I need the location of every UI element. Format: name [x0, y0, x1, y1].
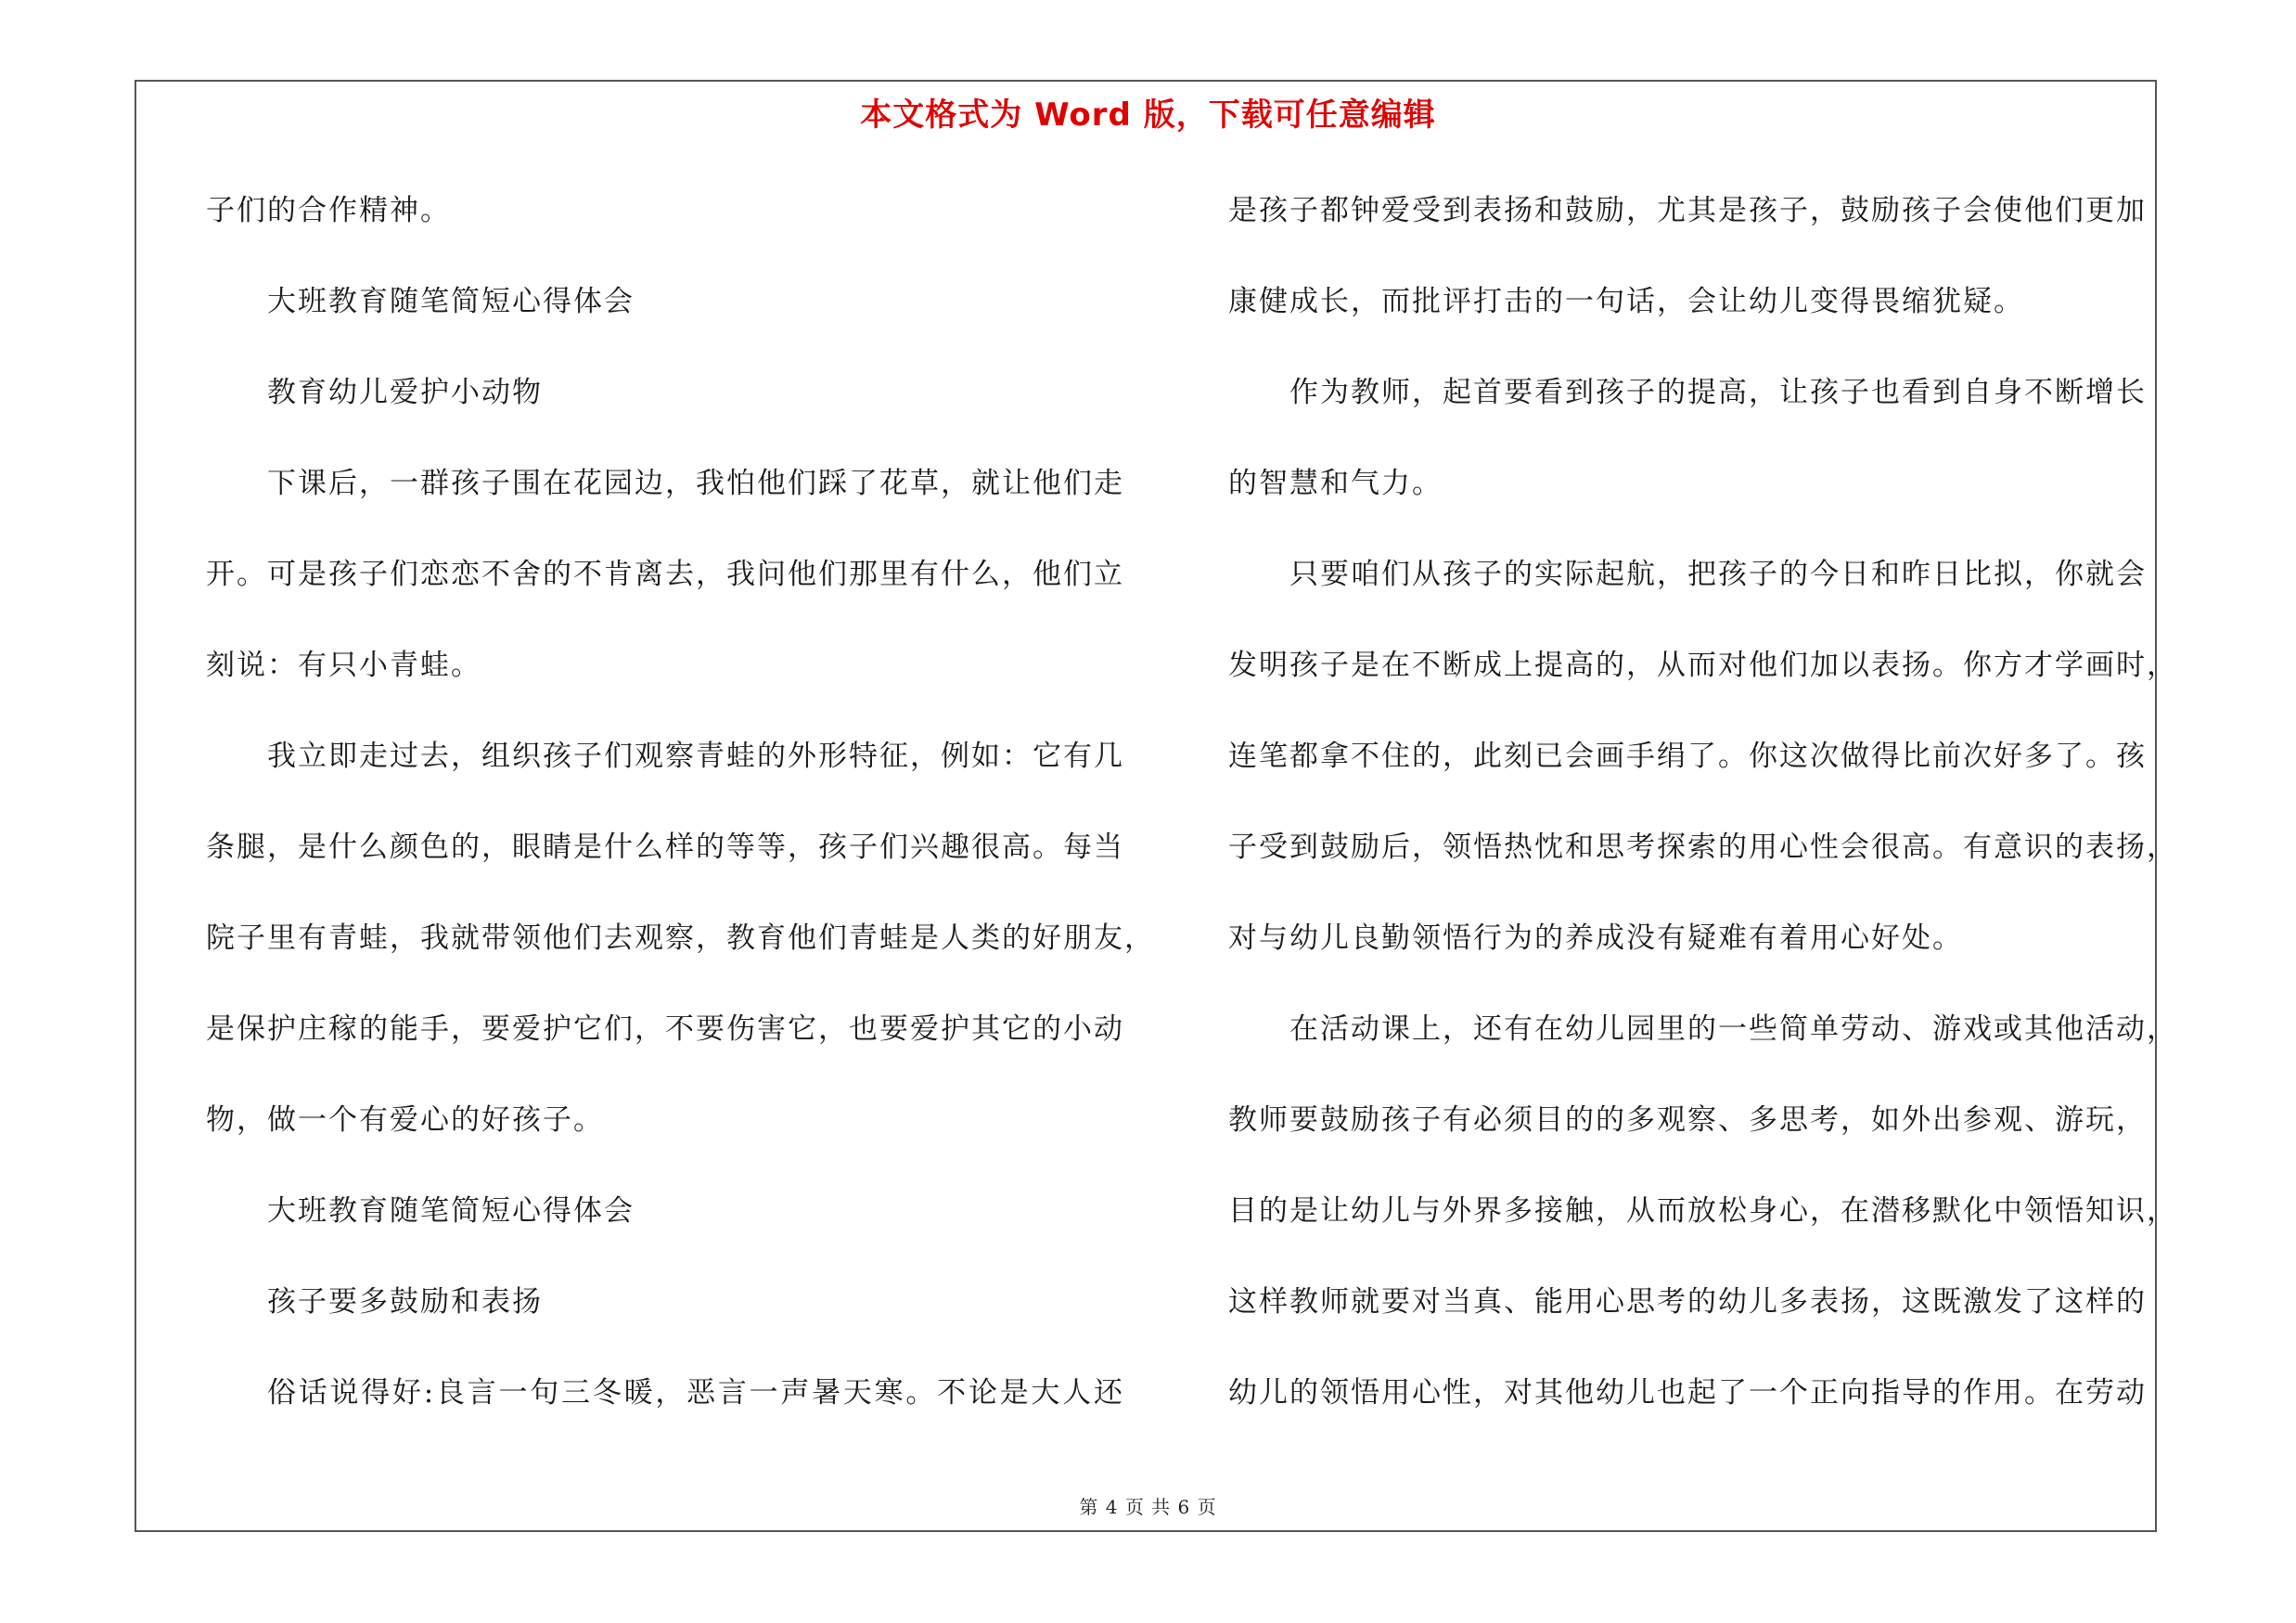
paragraph-line: 俗话说得好:良言一句三冬暖，恶言一声暑天寒。不论是大人还	[267, 1376, 1124, 1410]
left-column	[206, 176, 1155, 1449]
paragraph-line: 子们的合作精神。	[206, 194, 451, 227]
paragraph-line: 的智慧和气力。	[1228, 467, 1443, 500]
paragraph-line: 连笔都拿不住的，此刻已会画手绢了。你这次做得比前次好多了。孩	[1228, 740, 2147, 773]
paragraph-line: 是保护庄稼的能手，要爱护它们，不要伤害它，也要爱护其它的小动	[206, 1012, 1124, 1046]
paragraph-line: 对与幼儿良勤领悟行为的养成没有疑难有着用心好处。	[1228, 921, 1963, 955]
paragraph-line: 作为教师，起首要看到孩子的提高，让孩子也看到自身不断增长	[1289, 376, 2147, 409]
paragraph-line: 这样教师就要对当真、能用心思考的幼儿多表扬，这既激发了这样的	[1228, 1285, 2147, 1319]
paragraph-line: 我立即走过去，组织孩子们观察青蛙的外形特征，例如：它有几	[267, 740, 1124, 773]
paragraph-line: 在活动课上，还有在幼儿园里的一些简单劳动、游戏或其他活动，	[1289, 1012, 2177, 1046]
section-heading: 大班教育随笔简短心得体会	[267, 285, 635, 318]
paragraph-line: 刻说：有只小青蛙。	[206, 649, 481, 682]
paragraph-line: 下课后，一群孩子围在花园边，我怕他们踩了花草，就让他们走	[267, 467, 1124, 500]
paragraph-line: 康健成长，而批评打击的一句话，会让幼儿变得畏缩犹疑。	[1228, 285, 2024, 318]
paragraph-line: 只要咱们从孩子的实际起航，把孩子的今日和昨日比拟，你就会	[1289, 558, 2147, 591]
paragraph-line: 条腿，是什么颜色的，眼睛是什么样的等等，孩子们兴趣很高。每当	[206, 831, 1124, 864]
section-subheading: 教育幼儿爱护小动物	[267, 376, 543, 409]
paragraph-line: 物，做一个有爱心的好孩子。	[206, 1103, 604, 1137]
paragraph-line: 发明孩子是在不断成上提高的，从而对他们加以表扬。你方才学画时，	[1228, 649, 2177, 682]
paragraph-line: 开。可是孩子们恋恋不舍的不肯离去，我问他们那里有什么，他们立	[206, 558, 1124, 591]
section-subheading: 孩子要多鼓励和表扬	[267, 1285, 543, 1319]
section-heading: 大班教育随笔简短心得体会	[267, 1194, 635, 1228]
paragraph-line: 目的是让幼儿与外界多接触，从而放松身心，在潜移默化中领悟知识，	[1228, 1194, 2177, 1228]
paragraph-line: 子受到鼓励后，领悟热忱和思考探索的用心性会很高。有意识的表扬，	[1228, 831, 2177, 864]
paragraph-line: 院子里有青蛙，我就带领他们去观察，教育他们青蛙是人类的好朋友，	[206, 921, 1155, 955]
paragraph-line: 幼儿的领悟用心性，对其他幼儿也起了一个正向指导的作用。在劳动	[1228, 1376, 2147, 1410]
page-number: 第 4 页 共 6 页	[1079, 1496, 1217, 1518]
header-title: 本文格式为 Word 版，下载可任意编辑	[860, 97, 1436, 134]
paragraph-line: 是孩子都钟爱受到表扬和鼓励，尤其是孩子，鼓励孩子会使他们更加	[1228, 194, 2147, 227]
right-column	[1228, 176, 2177, 1449]
paragraph-line: 教师要鼓励孩子有必须目的的多观察、多思考，如外出参观、游玩，	[1228, 1103, 2147, 1137]
